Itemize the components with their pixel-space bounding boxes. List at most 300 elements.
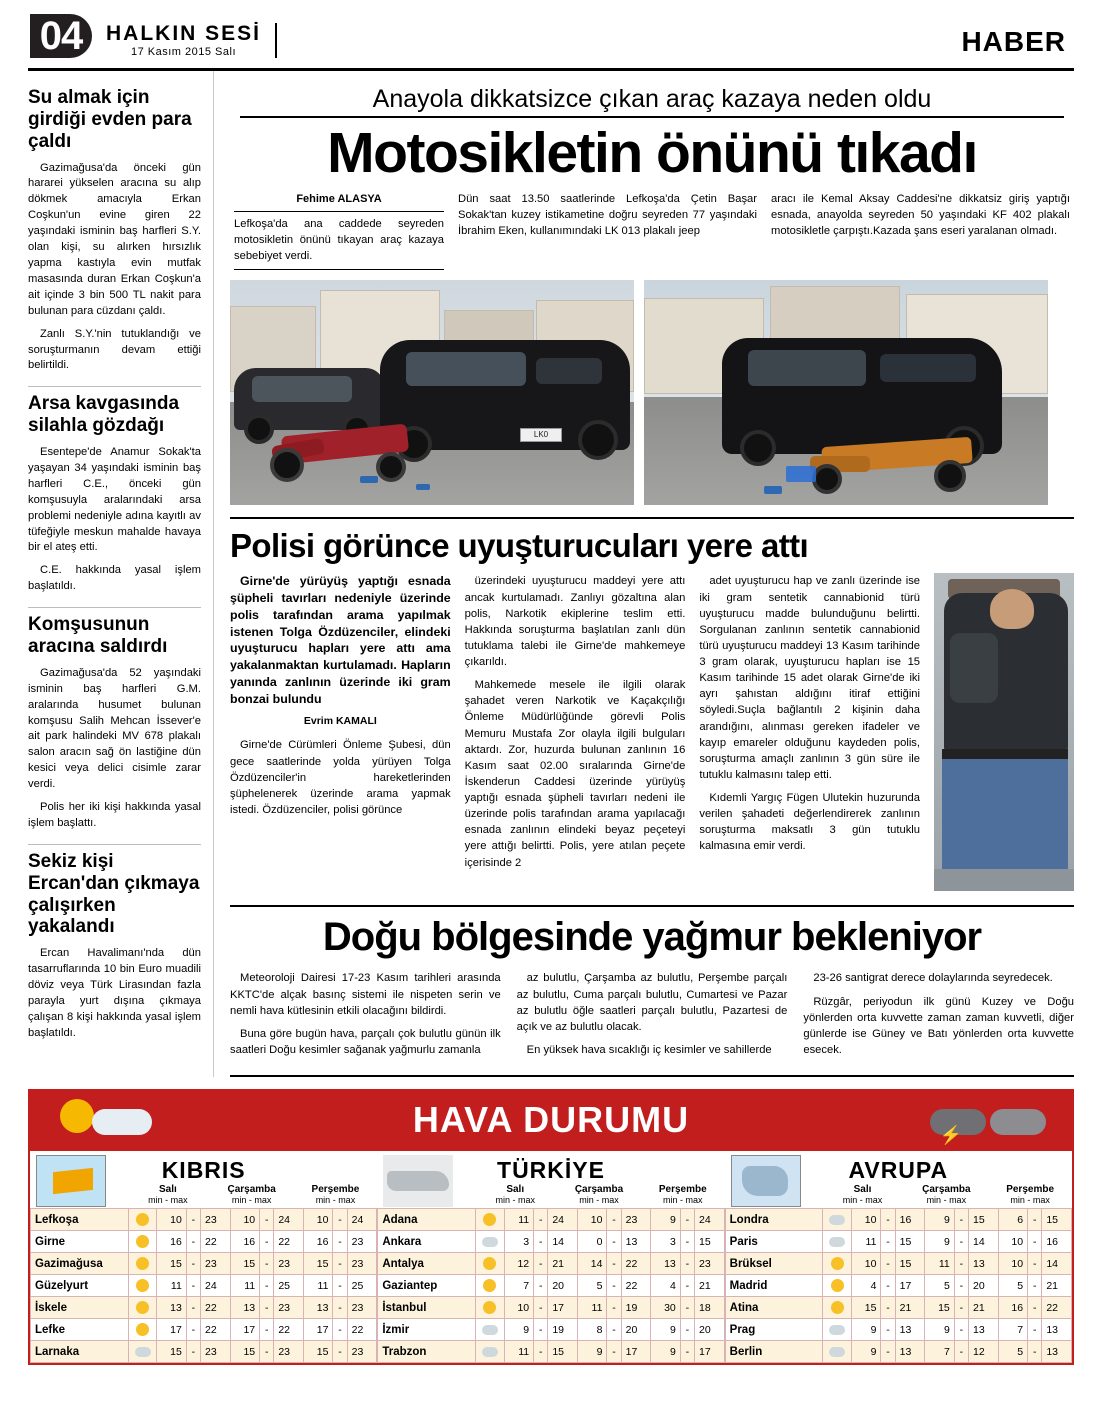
lead-deck-text: Lefkoşa'da ana caddede seyreden motosikletin önünü tıkayan araç kazaya sebebiyet verdi. [234,217,444,262]
temp-dash: - [1028,1253,1042,1275]
sun-cloud-icon [831,1301,844,1314]
weather-icon-cell [476,1253,504,1275]
temp-max: 25 [347,1275,377,1297]
temp-dash: - [881,1297,895,1319]
temp-min: 15 [851,1297,881,1319]
temp-min: 3 [504,1231,534,1253]
temp-max: 23 [201,1341,231,1363]
photo-accident-rear [644,280,1048,505]
sun-icon [60,1099,94,1133]
temp-dash: - [260,1319,274,1341]
temp-dash: - [333,1319,347,1341]
temp-max: 17 [895,1275,925,1297]
temp-max: 13 [1042,1341,1072,1363]
temp-min: 11 [925,1253,955,1275]
weather-icon-cell [476,1275,504,1297]
sun-cloud-icon [136,1279,149,1292]
temp-min: 7 [504,1275,534,1297]
day-header-k-3: Perşembe [311,1184,360,1196]
weather-body [230,970,1074,1065]
temp-max: 23 [274,1253,304,1275]
temp-max: 23 [274,1341,304,1363]
lead-deck-box [234,211,444,271]
temp-min: 9 [577,1341,607,1363]
temp-dash: - [954,1275,968,1297]
temp-max: 12 [968,1341,998,1363]
weather-headline: Doğu bölgesinde yağmur bekleniyor [322,915,982,960]
city-name: Berlin [725,1341,823,1363]
region-title-avrupa: AVRUPA [848,1157,949,1184]
temp-max: 14 [1042,1253,1072,1275]
divider [28,844,201,845]
table-row [378,1275,724,1297]
temp-dash: - [186,1341,200,1363]
temp-min: 8 [577,1319,607,1341]
temp-dash: - [186,1209,200,1231]
paper-date: 17 Kasım 2015 Salı [131,46,237,58]
weather-col-1 [230,970,501,1065]
temp-dash: - [680,1341,694,1363]
sun-cloud-icon [483,1279,496,1292]
temp-max: 19 [621,1297,651,1319]
weather-icon-cell [476,1319,504,1341]
city-name: Lefkoşa [31,1209,129,1231]
temp-min: 10 [998,1231,1028,1253]
temp-max: 15 [968,1209,998,1231]
city-name: Larnaka [31,1341,129,1363]
city-name: Antalya [378,1253,476,1275]
table-row [725,1341,1071,1363]
temp-dash: - [1028,1319,1042,1341]
city-name: Girne [31,1231,129,1253]
region-title-kibris: KIBRIS [161,1157,246,1184]
table-row [31,1341,377,1363]
temp-dash: - [186,1297,200,1319]
temp-min: 9 [651,1319,681,1341]
temp-dash: - [534,1297,548,1319]
temp-min: 9 [851,1341,881,1363]
sun-cloud-icon [136,1301,149,1314]
temp-dash: - [333,1253,347,1275]
temp-max: 13 [895,1319,925,1341]
table-row [725,1319,1071,1341]
city-name: Paris [725,1231,823,1253]
temp-max: 15 [1042,1209,1072,1231]
temp-min: 9 [651,1341,681,1363]
weather-icon-cell [823,1231,851,1253]
temp-dash: - [260,1209,274,1231]
temp-dash: - [1028,1209,1042,1231]
temp-max: 16 [895,1209,925,1231]
temp-dash: - [333,1209,347,1231]
temp-max: 20 [694,1319,724,1341]
day-header-k-2: Çarşamba [227,1184,276,1196]
day-header-t-2: Çarşamba [574,1184,624,1196]
weather-icon-cell [476,1341,504,1363]
temp-max: 24 [694,1209,724,1231]
city-name: Londra [725,1209,823,1231]
temp-dash: - [534,1231,548,1253]
city-name: Lefke [31,1319,129,1341]
weather-icon-cell [476,1209,504,1231]
temp-min: 11 [504,1209,534,1231]
brief-text-4-1: Ercan Havalimanı'nda dün tasarruflarında 10 bin Euro muadili döviz veya Türk Lirasından fazla parayla yurt dışına çıkmaya çalışan 8 kişi hakkında yasal işlem başlatıldı. [28,947,201,1039]
temp-min: 12 [504,1253,534,1275]
city-name: Adana [378,1209,476,1231]
temp-dash: - [607,1209,621,1231]
temp-max: 23 [201,1253,231,1275]
temp-min: 10 [157,1209,187,1231]
temp-dash: - [607,1253,621,1275]
lead-col-2: aracı ile Kemal Aksay Caddesi'ne dikkatsiz giriş yaptığı esnada, anayolda seyreden 50 yaşındaki KF 402 plakalı motosikletle çarpıştı.Kazada şans eseri yaralanan olmadı. [771,193,1070,237]
mid-story-body [230,573,1074,891]
temp-max: 22 [274,1231,304,1253]
temp-max: 14 [968,1231,998,1253]
temp-max: 21 [694,1275,724,1297]
turkey-map-icon [383,1155,453,1207]
temp-dash: - [881,1319,895,1341]
temp-max: 14 [548,1231,578,1253]
temp-min: 5 [998,1341,1028,1363]
temp-min: 9 [504,1319,534,1341]
temp-max: 22 [201,1319,231,1341]
weather-icon-cell [128,1341,156,1363]
city-name: Trabzon [378,1341,476,1363]
temp-dash: - [954,1297,968,1319]
cloud-icon [829,1325,845,1335]
table-row [725,1209,1071,1231]
temp-min: 16 [998,1297,1028,1319]
temp-min: 15 [303,1341,333,1363]
temp-dash: - [260,1341,274,1363]
temp-dash: - [534,1209,548,1231]
temp-dash: - [607,1341,621,1363]
temp-max: 21 [1042,1275,1072,1297]
weather-tables [30,1208,1072,1363]
brief-headline-3: Komşusunun aracına saldırdı [28,614,168,657]
temp-dash: - [680,1253,694,1275]
temp-max: 13 [968,1253,998,1275]
cloud-icon [482,1237,498,1247]
temp-min: 9 [925,1319,955,1341]
mid-byline: Evrim KAMALI [303,715,377,728]
temp-dash: - [260,1253,274,1275]
temp-dash: - [534,1253,548,1275]
temp-dash: - [260,1297,274,1319]
temp-max: 15 [895,1253,925,1275]
mid-story-rule [230,517,1074,519]
main-column [214,71,1074,1077]
photo-accident-front [230,280,634,505]
day-header-a-1: Salı [853,1184,872,1196]
temp-min: 9 [851,1319,881,1341]
sun-cloud-icon [831,1257,844,1270]
temp-min: 11 [504,1341,534,1363]
temp-min: 16 [157,1231,187,1253]
table-row [378,1253,724,1275]
masthead-title-block [106,23,277,58]
temp-max: 23 [201,1209,231,1231]
weather-story-rule [230,905,1074,907]
photo-suspect [934,573,1074,891]
page-content [0,71,1102,1077]
temp-max: 13 [895,1341,925,1363]
sun-cloud-icon [136,1213,149,1226]
temp-dash: - [186,1275,200,1297]
brief-text-3-2: Polis her iki kişi hakkında yasal işlem başlattı. [28,801,201,829]
table-row [31,1297,377,1319]
paper-name: HALKIN SESİ [106,22,262,45]
temp-min: 13 [651,1253,681,1275]
sun-cloud-icon [831,1279,844,1292]
divider [28,607,201,608]
table-row [725,1231,1071,1253]
region-header-kibris: KIBRIS Salı min - max Çarşamba min - max Perşembe min - max [30,1151,377,1208]
divider [28,386,201,387]
table-row [31,1275,377,1297]
temp-dash: - [954,1319,968,1341]
temp-max: 22 [201,1297,231,1319]
mid-lead: Girne'de yürüyüş yaptığı esnada şüpheli tavırları nedeniyle üzerinde polis tarafından arama yapılmak istenen Tolga Özdüzenciler, elindeki uyuşturucu hapları yere attı ama yakalanmaktan kurtulamadı. Hapların yanında zanlının üzerinde iki gram bonzai bulundu [230,574,451,706]
section-name: HABER [961,26,1066,57]
temp-min: 5 [577,1275,607,1297]
weather-panel [28,1089,1074,1365]
mid-col-2: üzerindeki uyuşturucu maddeyi yere attı ancak kurtulamadı. Zanlıyı gözaltına alan polis, Narkotik ekiplerine teslim etti. Hakkında soruşturma başlatılan zanlı dün tutuklama talebi ile Girne'de mahkemeye çıkarıldı. Mahkemede mesele ile ilgili olarak şahadet veren Narkotik ve Kaçakçılığı Önleme Müdürlüğünde görevli Polis Memuru Mustafa Zor olayla ilgili bulguları aktardı. Zor, huzurda bulunan zanlının 16 Kasım saat 02.00 sıralarında Girne'de İskenderun Caddesi üzerinde yürüyüş yaptığı esnada şüpheli tavırları nedeni ile üzerinde polis tarafından arama yapılacağı esnada zanlının elindeki beyaz peçeteyi yere attığı belirtti. Polis, yere atılan peçete içerisinde 2 [464,575,686,869]
day-header-t-1: Salı [506,1184,525,1196]
rain-cloud-icon [990,1109,1046,1135]
temp-min: 15 [157,1341,187,1363]
temp-max: 23 [694,1253,724,1275]
table-row [378,1341,724,1363]
temp-min: 0 [577,1231,607,1253]
temp-dash: - [1028,1275,1042,1297]
temp-min: 4 [651,1275,681,1297]
cloud-icon [482,1325,498,1335]
weather-icon-cell [823,1297,851,1319]
temp-dash: - [186,1253,200,1275]
temp-max: 13 [621,1231,651,1253]
mid-col-3: adet uyuşturucu hap ve zanlı üzerinde ise iki gram sentetik cannabionid türü uyuşturucu madde bulunduğunu belirtti. Sorgulanan zanlının sentetik cannabionid türü uyuşturucu maddeyi 13 Kasım tarihinde 3 gram olarak, uyuşturucu hapları ise 15 Kasım tarihinde 15 adet olarak Girne'de iki ayrı şahıstan aldığını itiraf ettiğini söyledi.Suçla bağlantılı 2 kişinin daha arandığını, alınması gereken ifadeler ve kayıp emareler olduğunu kaydeden polis, soruşturma amaçlı zanlının 3 gün süre ile tutuklu kalmasını talep etti. Kıdemli Yargıç Fügen Ulutekin huzurunda verilen şahadeti değerlendirerek zanlının soruşturma maksatlı 3 gün tutuklu kalmasına emir verdi. [699,575,921,853]
sidebar-briefs [28,71,214,1077]
day-header-a-3: Perşembe [1006,1184,1055,1196]
sun-cloud-icon [136,1323,149,1336]
temp-dash: - [881,1275,895,1297]
weather-table-kibris [30,1208,377,1363]
cloud-icon [829,1347,845,1357]
table-row [378,1209,724,1231]
weather-icon-cell [823,1275,851,1297]
brief-text-3-1: Gazimağusa'da 52 yaşındaki isminin baş harfleri G.M. aralarında husumet bulunan komşusu Salih Mehcan İssever'e ait park halindeki MV 678 plakalı salon aracın sağ ön lastiğine dün kesici veya delici cisimle zarar verdi. [28,666,201,791]
temp-min: 11 [157,1275,187,1297]
temp-dash: - [680,1297,694,1319]
temp-min: 13 [303,1297,333,1319]
temp-max: 23 [621,1209,651,1231]
weather-icon-cell [823,1341,851,1363]
temp-dash: - [333,1297,347,1319]
weather-icon-cell [128,1231,156,1253]
table-row [31,1253,377,1275]
temp-min: 7 [998,1319,1028,1341]
temp-max: 17 [621,1341,651,1363]
brief-text-1-2: Zanlı S.Y.'nin tutuklandığı ve soruşturmanın devam ettiği belirtildi. [28,327,201,372]
lead-photos [230,280,1074,505]
temp-min: 16 [303,1231,333,1253]
temp-max: 23 [347,1253,377,1275]
temp-min: 10 [998,1253,1028,1275]
brief-headline-2: Arsa kavgasında silahla gözdağı [28,393,180,437]
brief-headline-1: Su almak için girdiği evden para çaldı [28,87,192,152]
temp-min: 9 [925,1209,955,1231]
temp-dash: - [534,1275,548,1297]
temp-min: 15 [925,1297,955,1319]
temp-max: 21 [895,1297,925,1319]
weather-region-headers [30,1149,1072,1208]
temp-dash: - [954,1253,968,1275]
lightning-icon: ⚡ [939,1125,962,1146]
sun-cloud-icon [136,1235,149,1248]
temp-min: 11 [303,1275,333,1297]
lead-col-1: Dün saat 13.50 saatlerinde Lefkoşa'da Çetin Başar Sokak'tan kuzey istikametine doğru seyreden 77 yaşındaki İbrahim Eken, kullanımındaki LK 013 plakalı jeep [458,193,757,237]
temp-dash: - [333,1275,347,1297]
weather-icon-cell [823,1209,851,1231]
temp-max: 22 [621,1253,651,1275]
temp-max: 17 [548,1297,578,1319]
temp-min: 9 [651,1209,681,1231]
temp-min: 5 [925,1275,955,1297]
city-name: Ankara [378,1231,476,1253]
temp-min: 9 [925,1231,955,1253]
temp-min: 17 [230,1319,260,1341]
table-row [378,1297,724,1319]
temp-dash: - [1028,1297,1042,1319]
temp-dash: - [607,1231,621,1253]
temp-dash: - [607,1297,621,1319]
lead-byline: Fehime ALASYA [296,193,382,206]
masthead [0,0,1102,64]
table-row [378,1231,724,1253]
weather-col-2 [517,970,788,1065]
temp-max: 24 [274,1209,304,1231]
temp-max: 21 [548,1253,578,1275]
temp-max: 22 [347,1319,377,1341]
temp-dash: - [881,1253,895,1275]
city-name: Gaziantep [378,1275,476,1297]
temp-min: 7 [925,1341,955,1363]
temp-max: 22 [1042,1297,1072,1319]
table-row [31,1231,377,1253]
brief-text-2-2: C.E. hakkında yasal işlem başlatıldı. [28,564,201,593]
temp-dash: - [680,1231,694,1253]
region-title-turkiye: TÜRKİYE [497,1157,605,1184]
table-row [31,1209,377,1231]
temp-dash: - [333,1231,347,1253]
temp-dash: - [954,1231,968,1253]
temp-min: 15 [157,1253,187,1275]
weather-col-3 [803,970,1074,1065]
table-row [725,1275,1071,1297]
temp-max: 16 [1042,1231,1072,1253]
temp-max: 23 [347,1231,377,1253]
table-row [378,1319,724,1341]
temp-dash: - [534,1341,548,1363]
temp-dash: - [680,1275,694,1297]
temp-dash: - [680,1209,694,1231]
city-name: Gazimağusa [31,1253,129,1275]
temp-max: 20 [621,1319,651,1341]
temp-dash: - [186,1319,200,1341]
temp-min: 13 [157,1297,187,1319]
city-name: Atina [725,1297,823,1319]
city-name: İzmir [378,1319,476,1341]
temp-dash: - [607,1319,621,1341]
temp-dash: - [680,1319,694,1341]
weather-icon-cell [128,1319,156,1341]
cloud-icon [482,1347,498,1357]
temp-max: 25 [274,1275,304,1297]
temp-max: 24 [548,1209,578,1231]
temp-min: 11 [230,1275,260,1297]
mid-col-1-text: Girne'de Cürümleri Önleme Şubesi, dün gece saatlerinde yolda yürüyen Tolga Özdüzenciler'in hareketlerinden şüphelenerek üzerinde arama yapmak istedi. Özdüzenciler, polisi görünce [230,739,451,816]
temp-max: 13 [968,1319,998,1341]
temp-min: 17 [303,1319,333,1341]
day-header-k-1: Salı [158,1184,177,1196]
weather-icon-cell [823,1319,851,1341]
temp-min: 13 [230,1297,260,1319]
temp-min: 17 [157,1319,187,1341]
temp-dash: - [881,1341,895,1363]
temp-dash: - [954,1341,968,1363]
temp-min: 10 [577,1209,607,1231]
temp-min: 15 [230,1253,260,1275]
temp-dash: - [1028,1341,1042,1363]
weather-icon-cell [476,1231,504,1253]
weather-col-2-text: az bulutlu, Çarşamba az bulutlu, Perşembe parçalı az bulutlu, Cuma parçalı bulutlu, Cumartesi ve Pazar az bulutlu öğle saatleri parçalı bulutlu, Pazartesi de açık ve az bulutlu olacak. En yüksek hava sıcaklığı iç kesimler ve sahillerde [516,972,788,1056]
temp-max: 20 [968,1275,998,1297]
sun-cloud-icon [483,1301,496,1314]
city-name: İstanbul [378,1297,476,1319]
region-header-avrupa: AVRUPA Salı min - max Çarşamba min - max Perşembe min - max [725,1151,1072,1208]
temp-min: 30 [651,1297,681,1319]
temp-max: 23 [347,1297,377,1319]
cloud-icon [829,1237,845,1247]
temp-max: 19 [548,1319,578,1341]
temp-dash: - [881,1231,895,1253]
temp-min: 10 [303,1209,333,1231]
temp-max: 17 [694,1341,724,1363]
cloud-icon [135,1347,151,1357]
temp-min: 15 [303,1253,333,1275]
temp-min: 14 [577,1253,607,1275]
temp-dash: - [1028,1231,1042,1253]
mid-col-1 [230,573,451,891]
mid-headline: Polisi görünce uyuşturucuları yere attı [230,527,809,565]
page-number: 04 [30,14,92,58]
temp-dash: - [186,1231,200,1253]
temp-dash: - [260,1275,274,1297]
weather-icon-cell [128,1209,156,1231]
weather-icon-cell [823,1253,851,1275]
temp-min: 10 [851,1253,881,1275]
weather-table-turkiye [377,1208,724,1363]
temp-min: 16 [230,1231,260,1253]
weather-icon-cell [128,1297,156,1319]
temp-dash: - [534,1319,548,1341]
temp-dash: - [881,1209,895,1231]
temp-max: 22 [621,1275,651,1297]
temp-min: 10 [504,1297,534,1319]
temp-max: 22 [201,1231,231,1253]
brief-text-1-1: Gazimağusa'da önceki gün hararei yükselen aracına su alıp dökmek amacıyla Erkan Coşkun'un evine giren 22 yaşındaki isminin baş harfleri S.Y. olan kişi, su alırken hırsızlık yapma kastıyla evin mutfak masasında duran Erkan Coşkun'a ait içinde 3 bin 500 TL nakit para bulunan para cüzdanı çaldı. [28,161,201,317]
